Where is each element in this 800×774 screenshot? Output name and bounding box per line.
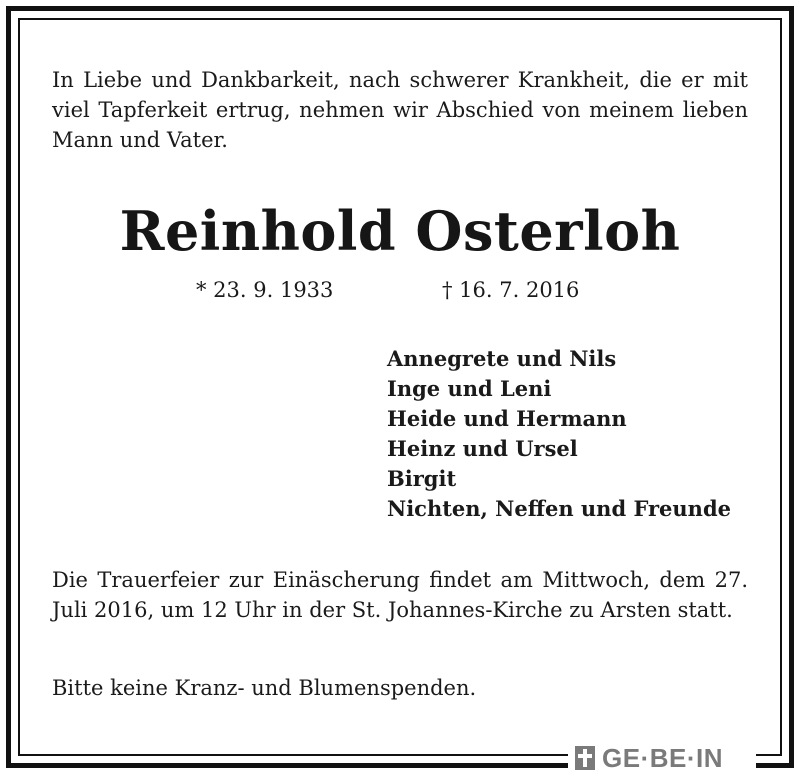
mourner-item: Heinz und Ursel [387,436,578,461]
mourner-item: Inge und Leni [387,376,552,401]
mourner-item: Birgit [387,466,457,491]
mourner-list [387,344,731,524]
birth-date: * 23. 9. 1933 [196,278,334,302]
cross-logo-icon [574,745,596,771]
deceased-name: Reinhold Osterloh [119,199,681,263]
donation-note: Bitte keine Kranz- und Blumenspenden. [52,676,477,700]
service-info: Die Trauerfeier zur Einäscherung findet am Mittwoch, dem 27. Juli 2016, um 12 Uhr in der St. Johannes-Kirche zu Arsten statt. [52,568,748,622]
death-date: † 16. 7. 2016 [442,278,580,302]
publisher-logo [568,742,756,774]
intro-text: In Liebe und Dankbarkeit, nach schwerer Krankheit, die er mit viel Tapferkeit ertrug, nehmen wir Abschied von meinem lieben Mann und Vater. [52,68,748,152]
mourner-item: Annegrete und Nils [387,346,617,371]
logo-text: GE·BE·IN [602,743,723,773]
mourner-item: Heide und Hermann [387,406,627,431]
mourner-item: Nichten, Neffen und Freunde [387,496,731,521]
